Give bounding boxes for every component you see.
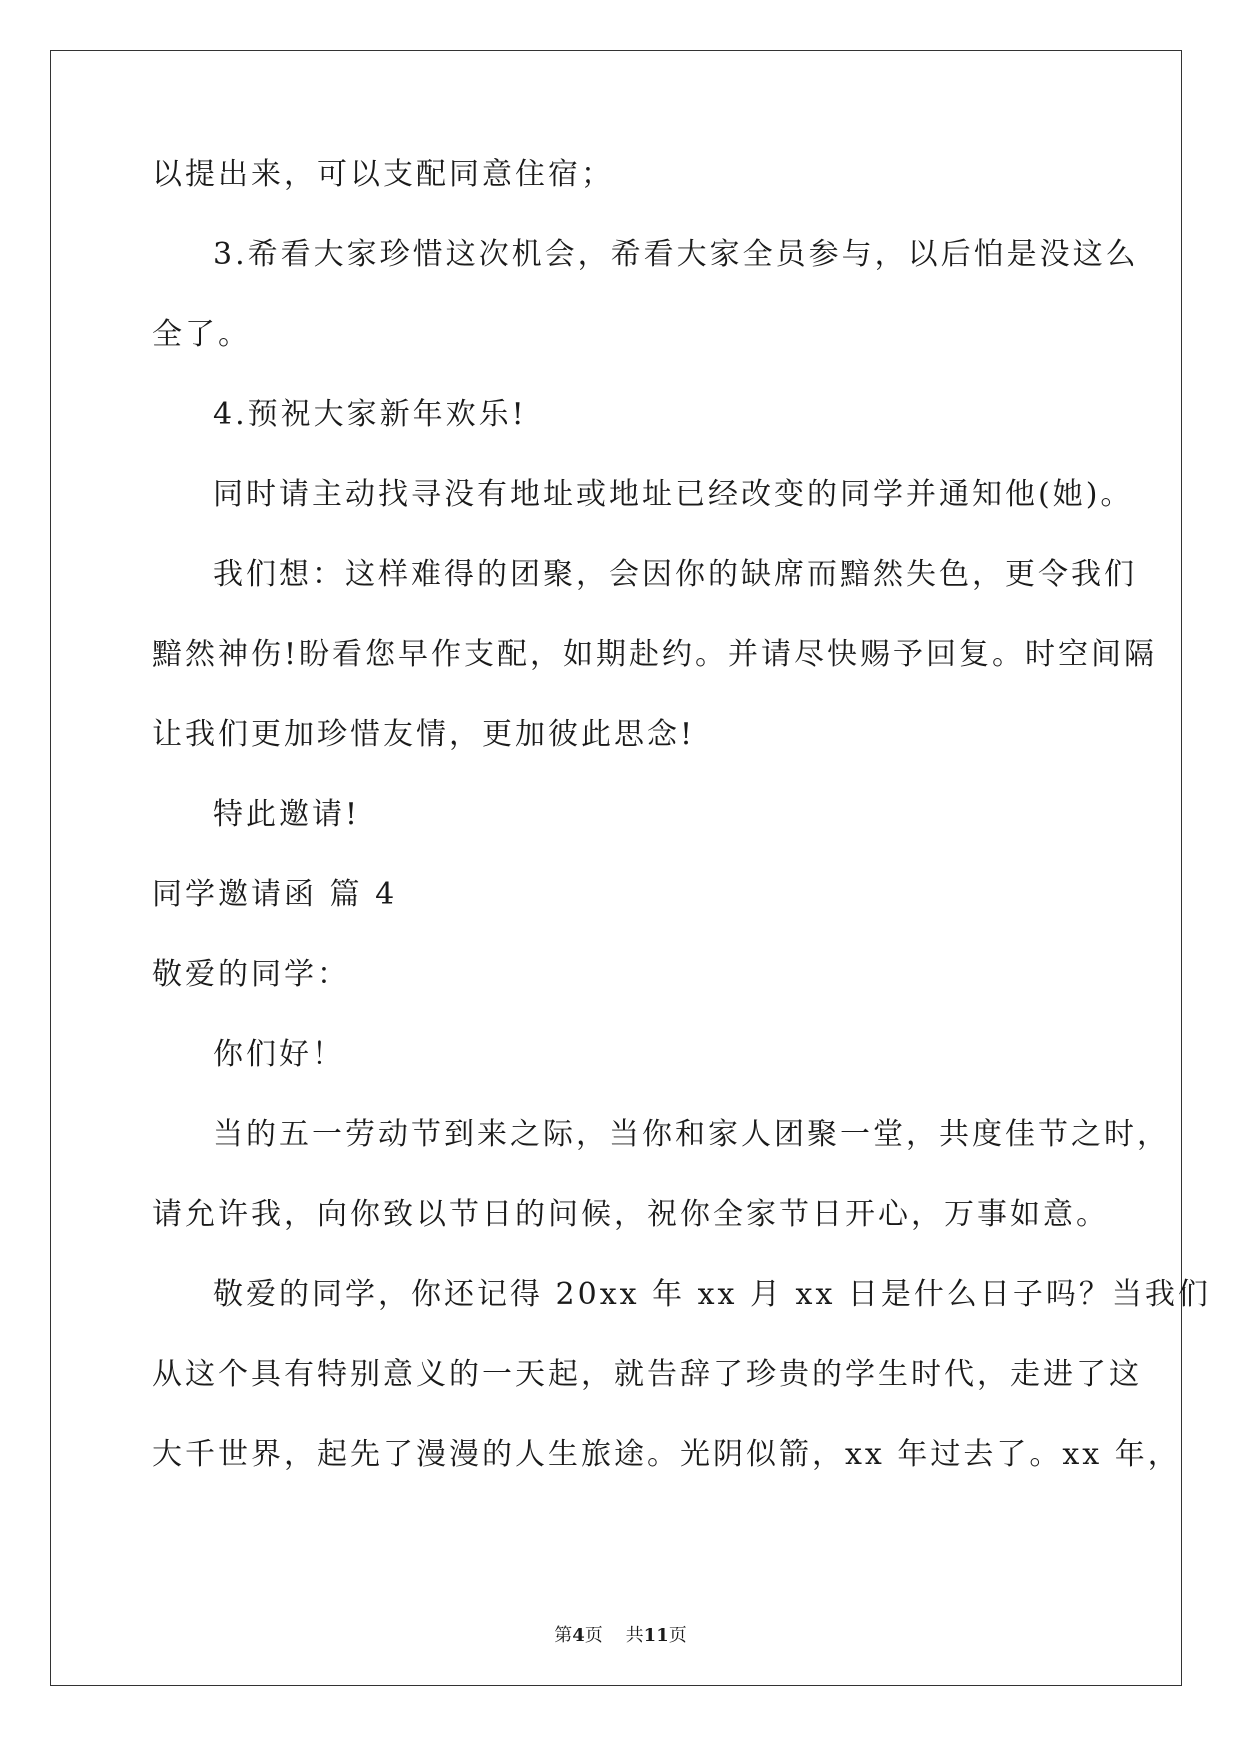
total-pages: 11 [643,1625,669,1646]
page-number: 4 [572,1625,585,1646]
greeting: 你们好！ [213,1037,345,1072]
body-line: 敬爱的同学，你还记得 20xx 年 xx 月 xx 日是什么日子吗？当我们 [213,1277,1211,1312]
body-line: 让我们更加珍惜友情，更加彼此思念! [152,717,696,752]
total-prefix: 共 [625,1625,644,1646]
body-line: 3.希看大家珍惜这次机会，希看大家全员参与，以后怕是没这么 [213,237,1139,272]
body-line: 我们想：这样难得的团聚，会因你的缺席而黯然失色，更令我们 [213,557,1137,592]
body-line: 4.预祝大家新年欢乐! [213,397,527,432]
page-prefix: 第 [554,1625,573,1646]
body-line: 全了。 [152,317,251,352]
page-suffix: 页 [584,1625,603,1646]
body-line: 当的五一劳动节到来之际，当你和家人团聚一堂，共度佳节之时， [213,1117,1170,1152]
body-line: 黯然神伤!盼看您早作支配，如期赴约。并请尽快赐予回复。时空间隔 [152,637,1158,672]
total-suffix: 页 [668,1625,687,1646]
body-line: 大千世界，起先了漫漫的人生旅途。光阴似箭，xx 年过去了。xx 年， [152,1437,1181,1472]
body-line: 特此邀请! [213,797,361,832]
body-line: 同时请主动找寻没有地址或地址已经改变的同学并通知他(她)。 [213,477,1134,512]
page-footer [0,1625,1241,1647]
salutation: 敬爱的同学： [152,957,350,992]
body-line: 以提出来，可以支配同意住宿； [152,157,614,192]
body-line: 请允许我，向你致以节日的问候，祝你全家节日开心，万事如意。 [152,1197,1109,1232]
section-heading: 同学邀请函 篇 4 [152,877,398,912]
body-line: 从这个具有特别意义的一天起，就告辞了珍贵的学生时代，走进了这 [152,1357,1142,1392]
